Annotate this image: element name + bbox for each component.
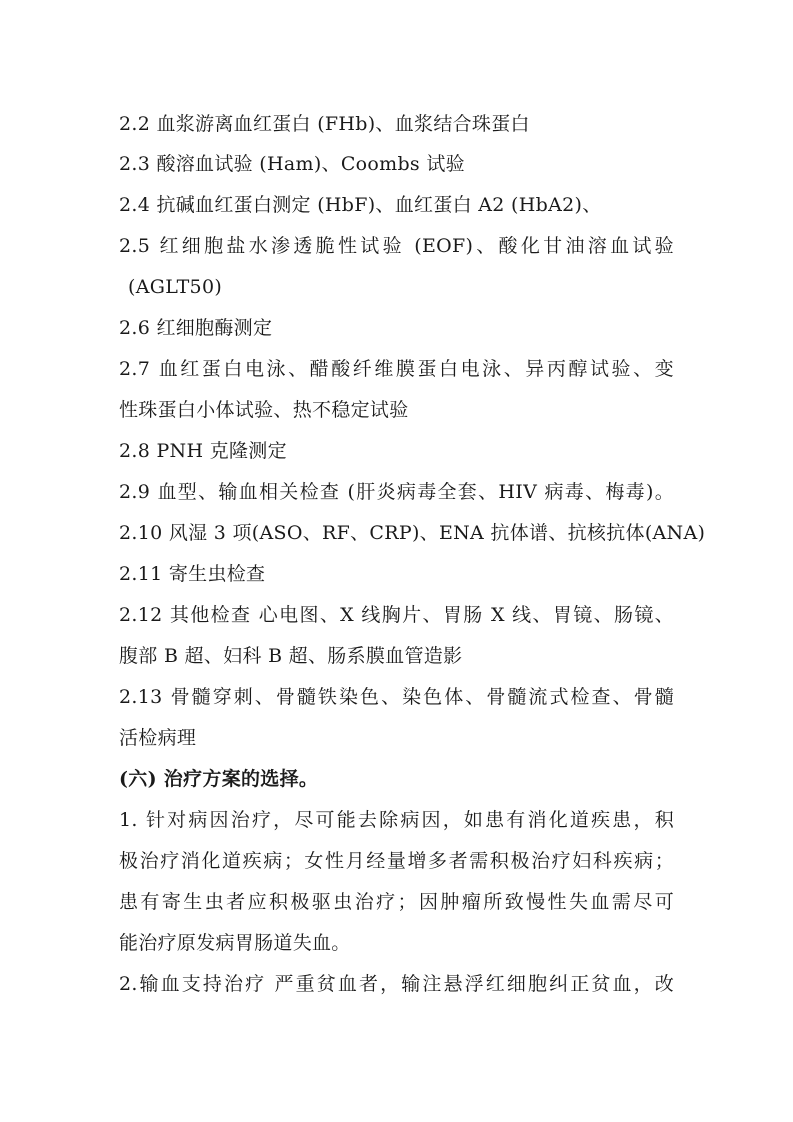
text-line-2-2: 2.2 血浆游离血红蛋白 (FHb)、血浆结合珠蛋白: [119, 113, 530, 135]
text-line-2-5-cont: (AGLT50): [128, 276, 223, 298]
text-line-2-10: 2.10 风湿 3 项(ASO、RF、CRP)、ENA 抗体谱、抗核抗体(ANA): [119, 522, 706, 544]
section-heading-treatment: (六) 治疗方案的选择。: [119, 768, 319, 790]
text-line-2-7-cont: 性珠蛋白小体试验、热不稳定试验: [119, 399, 409, 421]
text-line-2-12-cont: 腹部 B 超、妇科 B 超、肠系膜血管造影: [119, 645, 463, 667]
paragraph-line-4: 能治疗原发病胃肠道失血。: [119, 932, 351, 954]
text-line-2-6: 2.6 红细胞酶测定: [119, 317, 273, 339]
text-line-2-9: 2.9 血型、输血相关检查 (肝炎病毒全套、HIV 病毒、梅毒)。: [119, 481, 674, 503]
paragraph-line-1: 1. 针对病因治疗，尽可能去除病因，如患有消化道疾患，积: [119, 809, 674, 831]
text-line-2-8: 2.8 PNH 克隆测定: [119, 440, 287, 462]
text-line-2-7: 2.7 血红蛋白电泳、醋酸纤维膜蛋白电泳、异丙醇试验、变: [119, 358, 674, 380]
paragraph-line-2: 极治疗消化道疾病；女性月经量增多者需积极治疗妇科疾病；: [119, 850, 674, 872]
text-line-2-3: 2.3 酸溶血试验 (Ham)、Coombs 试验: [119, 153, 465, 175]
text-line-2-13: 2.13 骨髓穿刺、骨髓铁染色、染色体、骨髓流式检查、骨髓: [119, 686, 674, 708]
paragraph-line-3: 患有寄生虫者应积极驱虫治疗；因肿瘤所致慢性失血需尽可: [119, 891, 674, 913]
text-line-2-4: 2.4 抗碱血红蛋白测定 (HbF)、血红蛋白 A2 (HbA2)、: [119, 194, 602, 216]
text-line-2-5: 2.5 红细胞盐水渗透脆性试验 (EOF)、酸化甘油溶血试验: [119, 235, 674, 257]
text-line-2-12: 2.12 其他检查 心电图、X 线胸片、胃肠 X 线、胃镜、肠镜、: [119, 604, 674, 626]
paragraph-line-5: 2.输血支持治疗 严重贫血者，输注悬浮红细胞纠正贫血，改: [119, 973, 674, 995]
text-line-2-11: 2.11 寄生虫检查: [119, 563, 266, 585]
text-line-2-13-cont: 活检病理: [119, 727, 197, 749]
